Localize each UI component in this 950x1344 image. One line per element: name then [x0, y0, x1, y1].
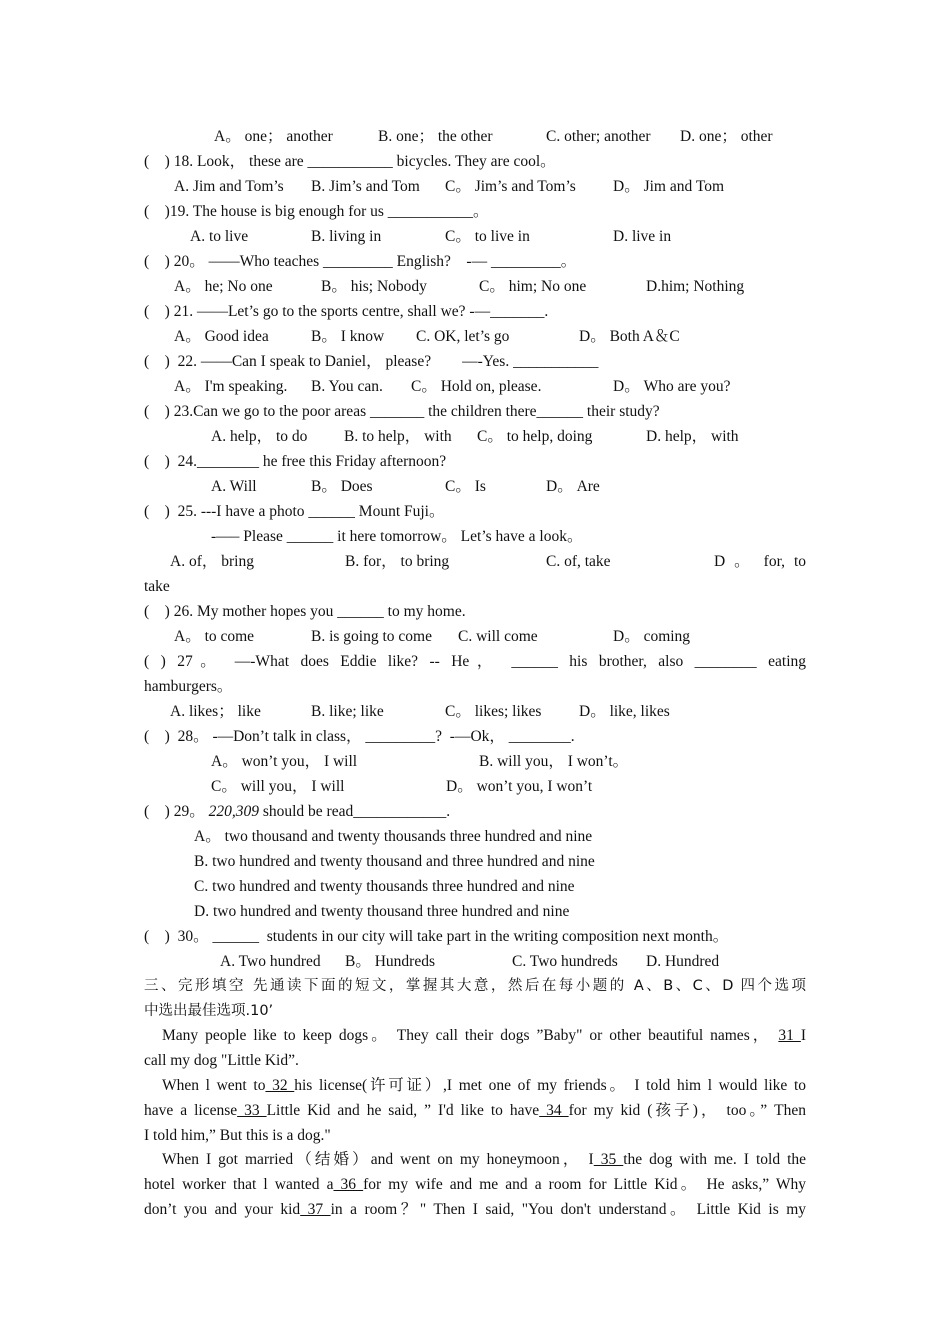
option-c: C. OK, let’s go [416, 328, 510, 345]
q28-options-row2 [211, 777, 806, 797]
passage-line [144, 1175, 806, 1195]
option-b: B。 Hundreds [345, 953, 435, 970]
passage-text: Many people like to keep dogs。 They call their dogs ”Baby" or other beautiful names， [162, 1027, 772, 1044]
passage-line [162, 1150, 806, 1170]
option-a: A. help， to do [211, 428, 308, 445]
blank-35: 35 [593, 1151, 624, 1168]
option-a: A. to live [190, 228, 249, 245]
q17-options [214, 127, 806, 147]
q27-stem: ( ) 27。 —-What does Eddie like? -- He， ______ his brother, also ________ eating [144, 653, 806, 670]
passage-text: When I got married（结婚）and went on my honeymoon， I [162, 1151, 594, 1168]
q23-stem: ( ) 23.Can we go to the poor areas _______ the children there______ their study? [144, 403, 660, 420]
option-b: B. like; like [311, 703, 384, 720]
q26-options [174, 627, 806, 647]
option-a: A。 he; No one [174, 278, 273, 295]
q19-stem: ( )19. The house is big enough for us ___________。 [144, 203, 489, 220]
q24-options [211, 477, 806, 497]
q27-stem-continued: hamburgers。 [144, 678, 233, 695]
option-b: B. one； the other [378, 128, 493, 145]
passage-text: in a room？" Then I said, "You don't understand。 Little Kid is my [330, 1201, 806, 1218]
option-d: D 。 for, to [714, 553, 806, 570]
q22-stem: ( ) 22. ——Can I speak to Daniel， please? —-Yes. ___________ [144, 353, 599, 370]
q29-prefix: ( ) 29。 [144, 803, 209, 820]
option-d: D。 Jim and Tom [613, 178, 725, 195]
q20-stem: ( ) 20。 ——Who teaches _________ English? -— _________。 [144, 253, 577, 270]
option-a: A. Will [211, 478, 257, 495]
passage-text: I [800, 1027, 807, 1044]
option-d: D。 won’t you, I won’t [446, 778, 593, 795]
option-d: D。 like, likes [579, 703, 670, 720]
q27-options [170, 702, 806, 722]
passage-line [144, 1101, 806, 1121]
option-b: B. Jim’s and Tom [311, 178, 420, 195]
q24-stem: ( ) 24.________ he free this Friday afternoon? [144, 453, 447, 470]
option-a: A。 to come [174, 628, 255, 645]
option-d: D.him; Nothing [646, 278, 745, 295]
section-3-instruction: 三、完形填空 先通读下面的短文，掌握其大意，然后在每小题的 A、B、C、D 四个选项 [144, 978, 806, 994]
option-d: D. help， with [646, 428, 739, 445]
passage-line [144, 1200, 806, 1220]
option-a: A。 one； another [214, 128, 333, 145]
blank-34: 34 [539, 1102, 569, 1119]
option-c: C。 will you， I will [211, 778, 345, 795]
option-a: A. Two hundred [220, 953, 321, 970]
q21-stem: ( ) 21. ——Let’s go to the sports centre, shall we? -—_______. [144, 303, 549, 320]
q19-options [190, 227, 806, 247]
q29-stem [144, 802, 806, 822]
option-b: B. two hundred and twenty thousand and three hundred and nine [194, 853, 595, 870]
option-c: C. of, take [546, 553, 611, 570]
option-d: D。 coming [613, 628, 691, 645]
q23-options [211, 427, 806, 447]
option-b: B。 Does [311, 478, 373, 495]
q28-options-row1 [211, 752, 806, 772]
option-c: C。 him; No one [479, 278, 587, 295]
option-a: A。 I'm speaking. [174, 378, 288, 395]
passage-text: his license(许可证）,I met one of my friends。 I told him l would like to [294, 1077, 806, 1094]
option-c: C. will come [458, 628, 538, 645]
option-a: A。 Good idea [174, 328, 269, 345]
option-d: D。 Who are you? [613, 378, 731, 395]
passage-text: the dog with me. I told the [623, 1151, 807, 1168]
option-b: B. for， to bring [345, 553, 450, 570]
passage-text: Little Kid and he said, ” I'd like to have [266, 1102, 540, 1119]
option-a: A。 won’t you， I will [211, 753, 358, 770]
option-b: B. living in [311, 228, 382, 245]
option-c: C. Two hundreds [512, 953, 618, 970]
q20-options [174, 277, 806, 297]
q29-suffix: should be read____________. [258, 803, 451, 820]
q29-number: 220,309 [208, 803, 259, 820]
option-b: B. will you， I won’t。 [479, 753, 629, 770]
blank-36: 36 [333, 1176, 364, 1193]
option-c: C。 Jim’s and Tom’s [445, 178, 576, 195]
option-b: B. to help， with [344, 428, 452, 445]
option-d: D. live in [613, 228, 672, 245]
q22-options [174, 377, 806, 397]
option-d: D. Hundred [646, 953, 720, 970]
option-c: C。 Is [445, 478, 486, 495]
passage-text: don’t you and your kid [144, 1201, 301, 1218]
option-d: D。 Are [546, 478, 600, 495]
option-c: C. other; another [546, 128, 651, 145]
q25-reply: -—– Please ______ it here tomorrow。 Let’s have a look。 [211, 528, 583, 545]
blank-31: 31 [778, 1027, 801, 1044]
option-d: D. one； other [680, 128, 773, 145]
q25-stem: ( ) 25. ---I have a photo ______ Mount Fuji。 [144, 503, 445, 520]
q25-options-continued: take [144, 578, 170, 595]
passage-line: I told him,” But this is a dog." [144, 1127, 331, 1144]
passage-text: for my wife and me and a room for Little Kid。 He asks,” Why [363, 1176, 807, 1193]
section-3-instruction-continued: 中选出最佳选项.10’ [144, 1003, 274, 1019]
passage-line: call my dog "Little Kid”. [144, 1052, 299, 1069]
option-c: C。 to live in [445, 228, 530, 245]
option-b: B. is going to come [311, 628, 432, 645]
option-c: C。 Hold on, please. [411, 378, 542, 395]
blank-37: 37 [300, 1201, 331, 1218]
option-b: B. You can. [311, 378, 383, 395]
option-d: D. two hundred and twenty thousand three hundred and nine [194, 903, 570, 920]
blank-33: 33 [237, 1102, 267, 1119]
passage-line [162, 1026, 806, 1046]
option-b: B。 I know [311, 328, 385, 345]
q30-options [220, 952, 806, 972]
q28-stem: ( ) 28。 -—Don’t talk in class， _________? -—Ok， ________. [144, 728, 575, 745]
q26-stem: ( ) 26. My mother hopes you ______ to my home. [144, 603, 466, 620]
option-a: A. Jim and Tom’s [174, 178, 284, 195]
passage-line [162, 1076, 806, 1096]
passage-text: When l went to [162, 1077, 266, 1094]
q21-options [174, 327, 806, 347]
q25-options [170, 552, 806, 572]
q30-stem: ( ) 30。 ______ students in our city will take part in the writing composition next month。 [144, 928, 729, 945]
passage-text: have a license [144, 1102, 238, 1119]
q18-options [174, 177, 806, 197]
q18-stem: ( ) 18. Look， these are ___________ bicycles. They are cool。 [144, 153, 556, 170]
option-d: D。 Both A＆C [579, 328, 680, 345]
option-c: C. two hundred and twenty thousands three hundred and nine [194, 878, 575, 895]
passage-text: hotel worker that l wanted a [144, 1176, 334, 1193]
option-b: B。 his; Nobody [321, 278, 427, 295]
option-a: A。 two thousand and twenty thousands three hundred and nine [194, 828, 593, 845]
option-c: C。 likes; likes [445, 703, 542, 720]
option-a: A. of， bring [170, 553, 254, 570]
blank-32: 32 [265, 1077, 295, 1094]
option-a: A. likes； like [170, 703, 261, 720]
option-c: C。 to help, doing [477, 428, 593, 445]
passage-text: for my kid (孩子)， too。” Then [568, 1102, 806, 1119]
